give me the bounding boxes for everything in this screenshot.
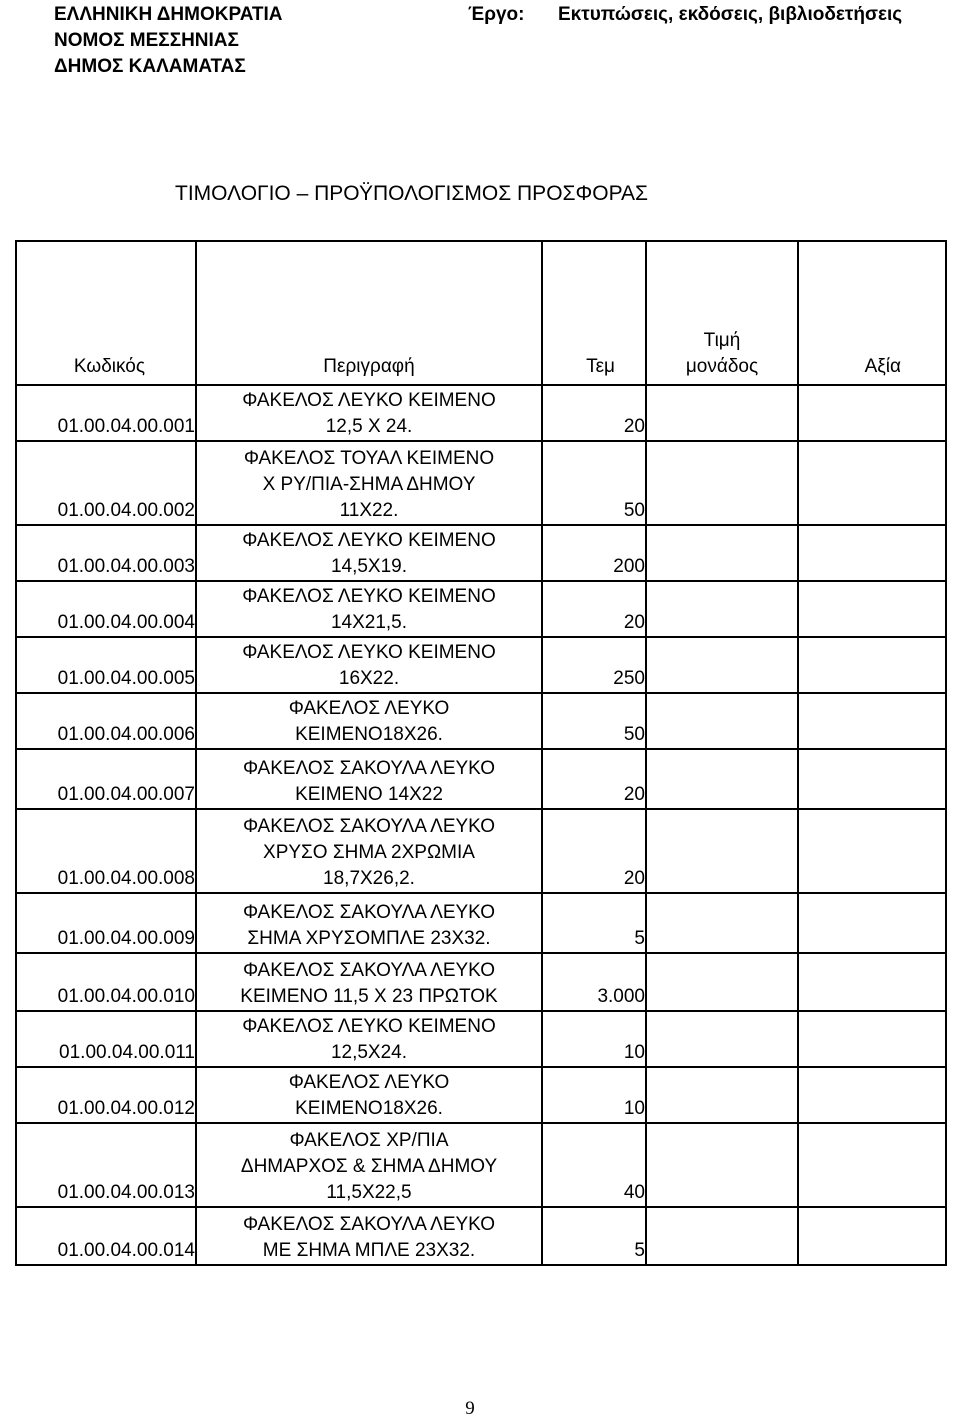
issuer-line-2: ΝΟΜΟΣ ΜΕΣΣΗΝΙΑΣ — [54, 30, 239, 51]
cell-unit-price[interactable] — [646, 1123, 798, 1207]
table-row — [16, 749, 946, 809]
table-row — [16, 385, 946, 441]
cell-unit-price[interactable] — [646, 1207, 798, 1265]
description-line: ΦΑΚΕΛΟΣ ΣΑΚΟΥΛΑ ΛΕΥΚΟ — [242, 758, 496, 779]
cell-code: 01.00.04.00.014 — [16, 1207, 196, 1265]
issuer-block — [54, 2, 282, 80]
table-row — [16, 809, 946, 893]
cell-value[interactable] — [798, 893, 946, 953]
cell-qty: 20 — [542, 581, 646, 637]
table-row — [16, 525, 946, 581]
description-line: ΦΑΚΕΛΟΣ ΣΑΚΟΥΛΑ ΛΕΥΚΟ — [242, 1214, 496, 1235]
description-line: ΦΑΚΕΛΟΣ ΛΕΥΚΟ — [288, 698, 450, 719]
table-row — [16, 581, 946, 637]
description-line: ΜΕ ΣΗΜΑ ΜΠΛΕ 23Χ32. — [262, 1240, 476, 1261]
cell-qty: 3.000 — [542, 953, 646, 1011]
cell-description — [196, 441, 542, 525]
table-row — [16, 1011, 946, 1067]
cell-unit-price[interactable] — [646, 893, 798, 953]
description-line: ΚΕΙΜΕΝΟ 14Χ22 — [295, 784, 443, 805]
cell-value[interactable] — [798, 441, 946, 525]
cell-description — [196, 581, 542, 637]
table-row — [16, 893, 946, 953]
description-line: ΦΑΚΕΛΟΣ ΣΑΚΟΥΛΑ ΛΕΥΚΟ — [242, 960, 496, 981]
cell-code: 01.00.04.00.003 — [16, 525, 196, 581]
cell-code: 01.00.04.00.004 — [16, 581, 196, 637]
description-line: ΦΑΚΕΛΟΣ ΛΕΥΚΟ ΚΕΙΜΕΝΟ — [242, 642, 496, 663]
table-row — [16, 1123, 946, 1207]
description-line: ΦΑΚΕΛΟΣ ΣΑΚΟΥΛΑ ΛΕΥΚΟ — [242, 816, 496, 837]
page-number: 9 — [465, 1398, 475, 1419]
cell-code: 01.00.04.00.005 — [16, 637, 196, 693]
cell-unit-price[interactable] — [646, 525, 798, 581]
cell-code: 01.00.04.00.009 — [16, 893, 196, 953]
cell-unit-price[interactable] — [646, 385, 798, 441]
cell-value[interactable] — [798, 637, 946, 693]
table-row — [16, 953, 946, 1011]
cell-code: 01.00.04.00.008 — [16, 809, 196, 893]
description-line: ΦΑΚΕΛΟΣ ΤΟΥΑΛ ΚΕΙΜΕΝΟ — [243, 448, 495, 469]
description-line: ΦΑΚΕΛΟΣ ΛΕΥΚΟ — [288, 1072, 450, 1093]
description-line: 14Χ21,5. — [330, 612, 408, 633]
cell-unit-price[interactable] — [646, 809, 798, 893]
cell-code: 01.00.04.00.010 — [16, 953, 196, 1011]
issuer-line-1: ΕΛΛΗΝΙΚΗ ΔΗΜΟΚΡΑΤΙΑ — [54, 4, 283, 25]
col-header-qty: Τεμ — [542, 241, 646, 385]
cell-qty: 10 — [542, 1067, 646, 1123]
cell-value[interactable] — [798, 1207, 946, 1265]
cell-value[interactable] — [798, 1123, 946, 1207]
cell-code: 01.00.04.00.006 — [16, 693, 196, 749]
cell-code: 01.00.04.00.013 — [16, 1123, 196, 1207]
description-line: ΚΕΙΜΕΝΟ 11,5 Χ 23 ΠΡΩΤΟΚ — [240, 986, 498, 1007]
description-line: Χ ΡΥ/ΠΙΑ-ΣΗΜΑ ΔΗΜΟΥ — [262, 474, 476, 495]
description-line: ΦΑΚΕΛΟΣ ΛΕΥΚΟ ΚΕΙΜΕΝΟ — [242, 530, 496, 551]
cell-unit-price[interactable] — [646, 637, 798, 693]
description-line: ΚΕΙΜΕΝΟ18Χ26. — [295, 1098, 443, 1119]
cell-unit-price[interactable] — [646, 1067, 798, 1123]
cell-value[interactable] — [798, 1067, 946, 1123]
cell-value[interactable] — [798, 581, 946, 637]
cell-value[interactable] — [798, 385, 946, 441]
table-row — [16, 1067, 946, 1123]
cell-qty: 20 — [542, 809, 646, 893]
cell-value[interactable] — [798, 749, 946, 809]
description-line: 14,5Χ19. — [330, 556, 408, 577]
cell-qty: 50 — [542, 693, 646, 749]
cell-unit-price[interactable] — [646, 749, 798, 809]
cell-description — [196, 1067, 542, 1123]
page-title: ΤΙΜΟΛΟΓΙΟ – ΠΡΟΫΠΟΛΟΓΙΣΜΟΣ ΠΡΟΣΦΟΡΑΣ — [175, 182, 649, 205]
col-header-unit-price-line2: μονάδος — [685, 356, 759, 377]
cell-code: 01.00.04.00.002 — [16, 441, 196, 525]
cell-description — [196, 749, 542, 809]
cell-unit-price[interactable] — [646, 953, 798, 1011]
cell-qty: 5 — [542, 1207, 646, 1265]
cell-code: 01.00.04.00.001 — [16, 385, 196, 441]
description-line: ΦΑΚΕΛΟΣ ΛΕΥΚΟ ΚΕΙΜΕΝΟ — [242, 586, 496, 607]
cell-value[interactable] — [798, 693, 946, 749]
description-line: ΚΕΙΜΕΝΟ18Χ26. — [295, 724, 443, 745]
col-header-unit-price — [646, 241, 798, 385]
cell-code: 01.00.04.00.012 — [16, 1067, 196, 1123]
cell-description — [196, 809, 542, 893]
cell-description — [196, 693, 542, 749]
cell-unit-price[interactable] — [646, 1011, 798, 1067]
cell-value[interactable] — [798, 1011, 946, 1067]
cell-qty: 20 — [542, 385, 646, 441]
cell-description — [196, 385, 542, 441]
cell-description — [196, 637, 542, 693]
issuer-line-3: ΔΗΜΟΣ ΚΑΛΑΜΑΤΑΣ — [54, 56, 246, 77]
cell-qty: 10 — [542, 1011, 646, 1067]
cell-description — [196, 1123, 542, 1207]
cell-unit-price[interactable] — [646, 693, 798, 749]
description-line: 11Χ22. — [339, 500, 399, 521]
table-header-row — [16, 241, 946, 385]
cell-description — [196, 953, 542, 1011]
cell-unit-price[interactable] — [646, 441, 798, 525]
table-row — [16, 1207, 946, 1265]
description-line: ΣΗΜΑ ΧΡΥΣΟΜΠΛΕ 23Χ32. — [247, 928, 491, 949]
project-value: Εκτυπώσεις, εκδόσεις, βιβλιοδετήσεις — [558, 4, 903, 25]
cell-qty: 250 — [542, 637, 646, 693]
cell-qty: 40 — [542, 1123, 646, 1207]
description-line: ΦΑΚΕΛΟΣ ΛΕΥΚΟ ΚΕΙΜΕΝΟ — [242, 390, 496, 411]
cell-qty: 50 — [542, 441, 646, 525]
cell-description — [196, 525, 542, 581]
table-row — [16, 693, 946, 749]
description-line: ΦΑΚΕΛΟΣ ΛΕΥΚΟ ΚΕΙΜΕΝΟ — [242, 1016, 496, 1037]
cell-code: 01.00.04.00.007 — [16, 749, 196, 809]
col-header-description: Περιγραφή — [196, 241, 542, 385]
cell-qty: 200 — [542, 525, 646, 581]
description-line: 18,7Χ26,2. — [323, 868, 415, 889]
col-header-code: Κωδικός — [16, 241, 196, 385]
table-row — [16, 637, 946, 693]
cell-description — [196, 893, 542, 953]
price-table — [15, 240, 947, 1266]
description-line: 11,5Χ22,5 — [326, 1182, 412, 1203]
table-row — [16, 441, 946, 525]
description-line: 12,5Χ24. — [330, 1042, 408, 1063]
description-line: ΦΑΚΕΛΟΣ ΣΑΚΟΥΛΑ ΛΕΥΚΟ — [242, 902, 496, 923]
description-line: 12,5 Χ 24. — [325, 416, 413, 437]
col-header-unit-price-line1: Τιμή — [703, 330, 741, 351]
cell-value[interactable] — [798, 809, 946, 893]
description-line: 16Χ22. — [338, 668, 400, 689]
cell-description — [196, 1011, 542, 1067]
project-label: Έργο: — [468, 4, 525, 25]
cell-value[interactable] — [798, 953, 946, 1011]
description-line: ΔΗΜΑΡΧΟΣ & ΣΗΜΑ ΔΗΜΟΥ — [240, 1156, 498, 1177]
cell-code: 01.00.04.00.011 — [16, 1011, 196, 1067]
cell-unit-price[interactable] — [646, 581, 798, 637]
cell-qty: 20 — [542, 749, 646, 809]
cell-description — [196, 1207, 542, 1265]
description-line: ΧΡΥΣΟ ΣΗΜΑ 2ΧΡΩΜΙΑ — [263, 842, 475, 863]
col-header-value: Αξία — [798, 241, 946, 385]
cell-qty: 5 — [542, 893, 646, 953]
description-line: ΦΑΚΕΛΟΣ ΧΡ/ΠΙΑ — [289, 1130, 449, 1151]
cell-value[interactable] — [798, 525, 946, 581]
